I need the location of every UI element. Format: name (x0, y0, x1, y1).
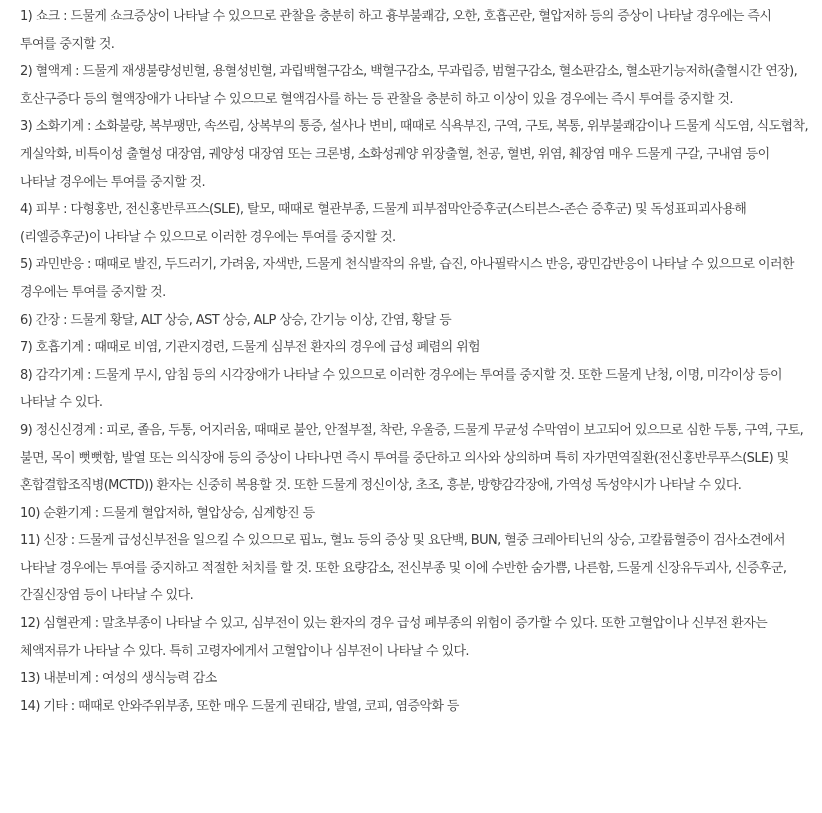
item-shock: 1) 쇼크 : 드물게 쇼크증상이 나타날 수 있으므로 관찰을 충분히 하고 흉부불쾌감, 오한, 호흡곤란, 혈압저하 등의 증상이 나타날 경우에는 즉시 투여를 중지할 것. (20, 9, 772, 52)
item-digestive-system: 3) 소화기계 : 소화불량, 복부팽만, 속쓰림, 상복부의 통증, 설사나 변비, 때때로 식욕부진, 구역, 구토, 복통, 위부불쾌감이나 드물게 식도염, 식도협착, 게실악화, 비특이성 출혈성 대장염, 궤양성 대장염 또는 크론병, 소화성궤양 위장출혈, 천공, 혈변, 위염, 췌장염 매우 드물게 구갈, 구내염 등이 나타날 경우에는 투여를 중지할 것. (20, 119, 809, 190)
item-skin: 4) 피부 : 다형홍반, 전신홍반루프스(SLE), 탈모, 때때로 혈관부종, 드물게 피부점막안증후군(스티븐스-존슨 증후군) 및 독성표피괴사용해(리엘증후군)이 나타날 수 있으므로 이러한 경우에는 투여를 중지할 것. (20, 202, 747, 245)
item-circulatory-system: 10) 순환기계 : 드물게 혈압저하, 혈압상승, 심계항진 등 (20, 505, 315, 521)
item-nervous-system: 9) 정신신경계 : 피로, 졸음, 두통, 어지러움, 때때로 불안, 안절부절, 착란, 우울증, 드물게 무균성 수막염이 보고되어 있으므로 심한 두통, 구역, 구토, 불면, 목이 뻣뻣함, 발열 또는 의식장애 등의 증상이 나타나면 즉시 투여를 중단하고 의사와 상의하며 특히 자가면역질환(전신홍반루푸스(SLE) 및 혼합결합조직병(MCTD)) 환자는 신중히 복용할 것. 또한 드물게 정신이상, 초조, 흥분, 방향감각장애, 가역성 독성약시가 나타날 수 있다. (20, 422, 804, 494)
item-respiratory-system: 7) 호흡기계 : 때때로 비염, 기관지경련, 드물게 심부전 환자의 경우에 급성 폐렴의 위험 (20, 340, 480, 356)
item-hypersensitivity: 5) 과민반응 : 때때로 발진, 두드러기, 가려움, 자색반, 드물게 천식발작의 유발, 습진, 아나필락시스 반응, 광민감반응이 나타날 수 있으므로 이러한 경우에는 투여를 중지할 것. (20, 257, 794, 300)
item-kidney: 11) 신장 : 드물게 급성신부전을 일으킬 수 있으므로 핍뇨, 혈뇨 등의 증상 및 요단백, BUN, 혈중 크레아티닌의 상승, 고칼륨혈증이 검사소견에서 나타날 경우에는 투여를 중지하고 적절한 처치를 할 것. 또한 요량감소, 전신부종 및 이에 수반한 숨가쁨, 나른함, 드물게 신장유두괴사, 신증후군, 간질신장염 등이 나타날 수 있다. (20, 533, 787, 604)
item-blood-system: 2) 혈액계 : 드물게 재생불량성빈혈, 용혈성빈혈, 과립백혈구감소, 백혈구감소, 무과립증, 범혈구감소, 혈소판감소, 혈소판기능저하(출혈시간 연장), 호산구증다 등의 혈액장애가 나타날 수 있으므로 혈액검사를 하는 등 관찰을 충분히 하고 이상이 있을 경우에는 즉시 투여를 중지할 것. (20, 64, 798, 107)
item-liver: 6) 간장 : 드물게 황달, ALT 상승, AST 상승, ALP 상승, 간기능 이상, 간염, 황달 등 (20, 312, 452, 328)
item-cardiovascular-system: 12) 심혈관계 : 말초부종이 나타날 수 있고, 심부전이 있는 환자의 경우 급성 폐부종의 위험이 증가할 수 있다. 또한 고혈압이나 신부전 환자는 체액저류가 나타날 수 있다. 특히 고령자에게서 고혈압이나 심부전이 나타날 수 있다. (20, 616, 768, 659)
item-endocrine-system: 13) 내분비계 : 여성의 생식능력 감소 (20, 671, 217, 687)
item-other: 14) 기타 : 때때로 안와주위부종, 또한 매우 드물게 권태감, 발열, 코피, 염증악화 등 (20, 698, 459, 714)
item-sensory-system: 8) 감각기계 : 드물게 무시, 암침 등의 시각장애가 나타날 수 있으므로 이러한 경우에는 투여를 중지할 것. 또한 드물게 난청, 이명, 미각이상 등이 나타날 수 있다. (20, 367, 782, 411)
